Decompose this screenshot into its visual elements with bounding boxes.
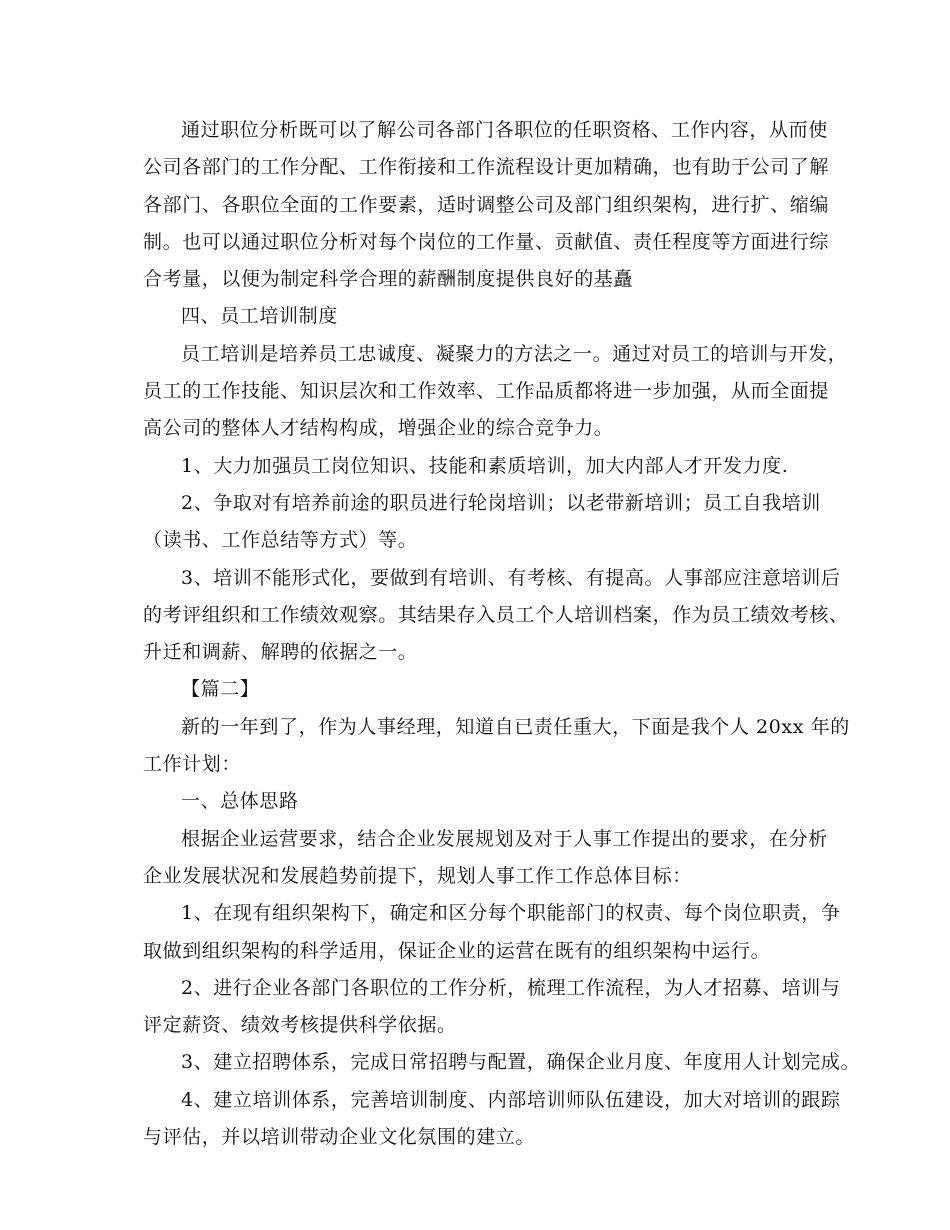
text-line: 【篇二】	[181, 678, 260, 701]
text-line: 企业发展状况和发展趋势前提下，规划人事工作工作总体目标：	[143, 864, 692, 887]
text-line: 通过职位分析既可以了解公司各部门各职位的任职资格、工作内容，从而使	[181, 119, 828, 141]
text-line: 工作计划：	[143, 753, 242, 776]
text-line: 与评估，并以培训带动企业文化氛围的建立。	[143, 1126, 536, 1149]
text-line: 取做到组织架构的科学适用，保证企业的运营在既有的组织架构中运行。	[143, 939, 771, 962]
text-line: （读书、工作总结等方式）等。	[143, 529, 418, 552]
text-line: 升迁和调薪、解聘的依据之一。	[143, 641, 418, 664]
text-line: 合考量，以便为制定科学合理的薪酬制度提供良好的基矗	[143, 268, 634, 291]
text-line: 高公司的整体人才结构构成，增强企业的综合竞争力。	[143, 417, 614, 440]
text-line: 四、员工培训制度	[181, 305, 338, 328]
text-line: 3、培训不能形式化，要做到有培训、有考核、有提高。人事部应注意培训后	[181, 566, 841, 589]
text-line: 各部门、各职位全面的工作要素，适时调整公司及部门组织架构，进行扩、缩编	[143, 193, 830, 216]
text-line: 根据企业运营要求，结合企业发展规划及对于人事工作提出的要求，在分析	[181, 827, 828, 850]
text-line: 评定薪资、绩效考核提供科学依据。	[143, 1014, 457, 1037]
text-line: 1、在现有组织架构下，确定和区分每个职能部门的权责、每个岗位职责，争	[181, 902, 841, 925]
text-line: 新的一年到了，作为人事经理，知道自已责任重大，下面是我个人 20xx 年的	[181, 715, 850, 738]
document-body	[143, 112, 861, 1156]
text-line: 2、争取对有培养前途的职员进行轮岗培训；以老带新培训；员工自我培训	[181, 491, 821, 514]
text-line: 2、进行企业各部门各职位的工作分析，梳理工作流程，为人才招募、培训与	[181, 976, 841, 999]
text-line: 的考评组织和工作绩效观察。其结果存入员工个人培训档案，作为员工绩效考核、	[143, 603, 849, 626]
text-line: 4、建立培训体系，完善培训制度、内部培训师队伍建设，加大对培训的跟踪	[181, 1088, 841, 1111]
text-line: 3、建立招聘体系，完成日常招聘与配置，确保企业月度、年度用人计划完成。	[181, 1051, 861, 1074]
text-line: 一、总体思路	[181, 790, 299, 813]
text-line: 员工培训是培养员工忠诚度、凝聚力的方法之一。通过对员工的培训与开发，	[181, 342, 848, 365]
text-line: 员工的工作技能、知识层次和工作效率、工作品质都将进一步加强，从而全面提	[143, 380, 830, 403]
text-line: 制。也可以通过职位分析对每个岗位的工作量、贡献值、责任程度等方面进行综	[143, 230, 830, 253]
text-line: 公司各部门的工作分配、工作衔接和工作流程设计更加精确，也有助于公司了解	[143, 156, 830, 179]
text-line: 1、大力加强员工岗位知识、技能和素质培训，加大内部人才开发力度.	[181, 454, 789, 477]
